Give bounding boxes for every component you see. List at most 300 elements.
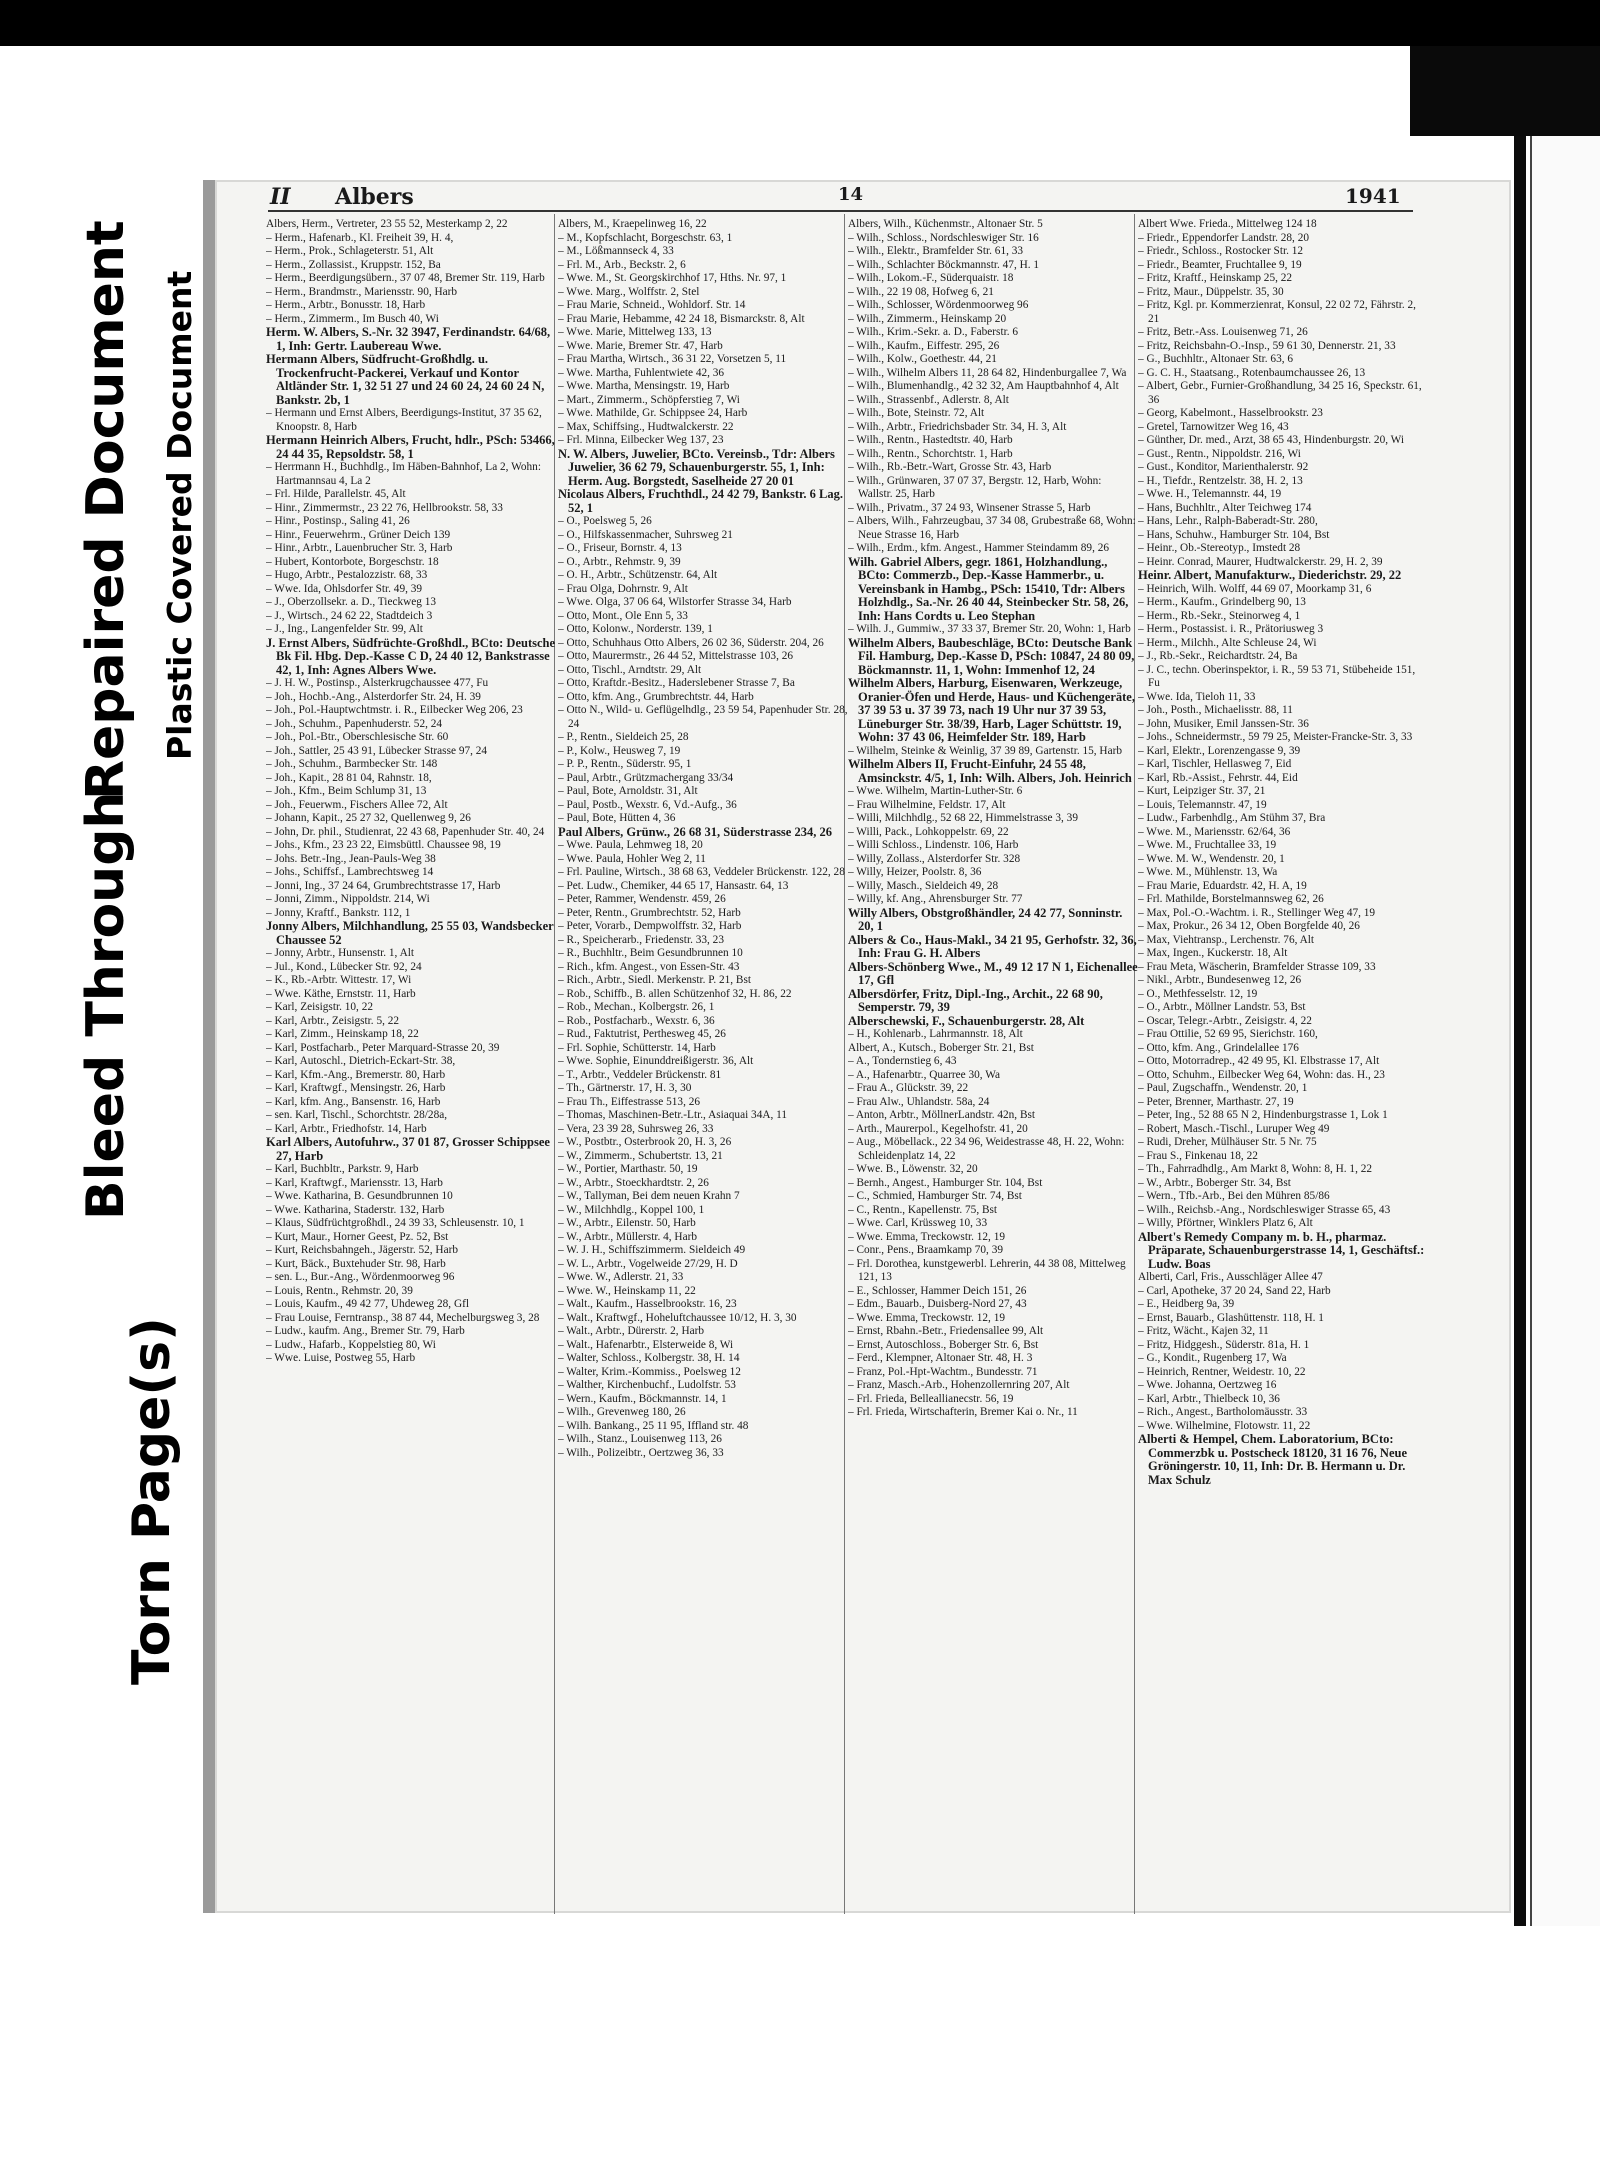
directory-entry: – Joh., Pol.-Btr., Oberschlesische Str. 60 [266, 731, 449, 743]
directory-entry: – Wwe. M., St. Georgskirchhof 17, Hths. Nr. 97, 1 [558, 272, 787, 284]
directory-entry: – Jonny, Kraftf., Bankstr. 112, 1 [266, 906, 411, 919]
directory-entry: – Herrmann H., Buchhdlg., Im Häben-Bahnhof, La 2, Wohn: Hartmannsau 4, La 2 [266, 461, 541, 487]
directory-entry: – M., Kopfschlacht, Borgeschstr. 63, 1 [558, 231, 733, 244]
directory-entry: – Frau Marie, Schneid., Wohldorf. Str. 14 [558, 299, 746, 311]
directory-entry: – R., Buchhltr., Beim Gesundbrunnen 10 [558, 947, 743, 959]
directory-entry: – Otto, Motorradrep., 42 49 95, Kl. Elbstrasse 17, Alt [1138, 1055, 1380, 1067]
directory-entry: – Frau S., Finkenau 18, 22 [1138, 1149, 1258, 1162]
directory-entry: – J., Oberzollsekr. a. D., Tieckweg 13 [266, 596, 437, 608]
directory-entry: Wilhelm Albers, Baubeschläge, BCto: Deutsche Bank Fil. Hamburg, Dep.-Kasse D, PSch: 10847, 24 80 09, Böckmannstr. 11, 1, Wohn: Immenhof 12, 24 [848, 635, 1135, 677]
directory-entry: – Louis, Rentn., Rehmstr. 20, 39 [266, 1284, 413, 1297]
directory-entry: – Ernst, Bauarb., Glashüttenstr. 118, H. 1 [1138, 1311, 1324, 1324]
directory-entry: – Joh., Schuhm., Papenhuderstr. 52, 24 [266, 717, 443, 730]
page-header [270, 184, 1405, 208]
directory-entry: – K., Rb.-Arbtr. Wittestr. 17, Wi [266, 974, 412, 986]
directory-entry: – Willi Schloss., Lindenstr. 106, Harb [848, 839, 1019, 851]
directory-entry: – Wwe. H., Telemannstr. 44, 19 [1138, 488, 1282, 500]
directory-entry: – Karl, Arbtr., Friedhofstr. 14, Harb [266, 1122, 427, 1135]
directory-entry: – Joh., Sattler, 25 43 91, Lübecker Strasse 97, 24 [266, 744, 488, 757]
directory-entry: – Wwe. M., Mariensstr. 62/64, 36 [1138, 825, 1291, 838]
directory-entry: – Wwe. Emma, Treckowstr. 12, 19 [848, 1311, 1005, 1324]
directory-entry: – Herm., Postassist. i. R., Prätoriusweg 3 [1138, 623, 1324, 635]
directory-entry: – Gust., Rentn., Nippoldstr. 216, Wi [1138, 447, 1301, 460]
directory-entry: – C., Rentn., Kapellenstr. 75, Bst [848, 1203, 998, 1216]
directory-entry: – Frau Olga, Dohrnstr. 9, Alt [558, 582, 688, 595]
directory-entry: Albersdörfer, Fritz, Dipl.-Ing., Archit., 22 68 90, Semperstr. 79, 39 [848, 986, 1103, 1014]
directory-entry: – O., Hilfskassenmacher, Suhrsweg 21 [558, 528, 733, 541]
directory-entry: – Wwe. Martha, Mensingstr. 19, Harb [558, 380, 730, 392]
directory-entry: – Wilh., Arbtr., Friedrichsbader Str. 34, H. 3, Alt [848, 420, 1067, 433]
directory-entry: – W., Arbtr., Müllerstr. 4, Harb [558, 1230, 698, 1243]
directory-entry: – Ludw., Farbenhdlg., Am Stühm 37, Bra [1138, 812, 1326, 824]
directory-entry: – J., Wirtsch., 24 62 22, Stadtdeich 3 [266, 609, 433, 622]
directory-entry: Albers, M., Kraepelinweg 16, 22 [558, 218, 707, 230]
directory-entry: – Wilh., Kaufm., Eiffestr. 295, 26 [848, 339, 1000, 352]
directory-entry: Wilhelm Albers II, Frucht-Einfuhr, 24 55 48, Amsinckstr. 4/5, 1, Inh: Wilh. Albers, Joh. Heinrich [848, 757, 1132, 785]
directory-entry: – Frl. Hilde, Parallelstr. 45, Alt [266, 488, 406, 500]
directory-entry: – Fritz, Wächt., Kajen 32, 11 [1138, 1325, 1269, 1337]
directory-entry: – Joh., Posth., Michaelisstr. 88, 11 [1138, 704, 1293, 716]
directory-entry: – Wilh. Bankang., 25 11 95, Iffland str. 48 [558, 1419, 749, 1432]
directory-entry: – Fritz, Betr.-Ass. Louisenweg 71, 26 [1138, 326, 1308, 338]
directory-entry: – Otto, kfm. Ang., Grumbrechtstr. 44, Harb [558, 690, 754, 703]
directory-entry: – Wilh., Schloss., Nordschleswiger Str. 16 [848, 231, 1039, 244]
page-marker: II [270, 184, 291, 210]
directory-entry: – Frl. M., Arb., Beckstr. 2, 6 [558, 258, 686, 271]
directory-entry: – P., Kolw., Heusweg 7, 19 [558, 744, 681, 757]
directory-entry: – Willy, Pförtner, Winklers Platz 6, Alt [1138, 1217, 1313, 1229]
directory-entry: – Herm., Prok., Schlageterstr. 51, Alt [266, 245, 434, 257]
directory-entry: – Wilh., Elektr., Bramfelder Str. 61, 33 [848, 245, 1024, 257]
directory-entry: – Wilh., Grünwaren, 37 07 37, Bergstr. 12, Harb, Wohn: Wallstr. 25, Harb [848, 474, 1102, 500]
directory-entry: – Walt., Kraftwgf., Hoheluftchaussee 10/12, H. 3, 30 [558, 1311, 797, 1324]
scan-border-right [1514, 136, 1526, 1926]
directory-entry: – Herm., Hafenarb., Kl. Freiheit 39, H. 4, [266, 231, 454, 244]
directory-entry: – Otto, Kolonw., Norderstr. 139, 1 [558, 623, 713, 635]
bleed-through-label: Bleed Through [76, 791, 136, 1220]
directory-entry: – Walther, Kirchenbuchf., Ludolfstr. 53 [558, 1379, 736, 1391]
directory-entry: – sen. L., Bur.-Ang., Wördenmoorweg 96 [266, 1271, 455, 1283]
header-year: 1941 [1345, 184, 1401, 208]
directory-entry: – Herm., Kaufm., Grindelberg 90, 13 [1138, 596, 1306, 608]
directory-entry: – Wwe. Marie, Mittelweg 133, 13 [558, 326, 712, 338]
directory-entry: – Heinrich, Wilh. Wolff, 44 69 07, Moorkamp 31, 6 [1138, 582, 1372, 595]
directory-entry: – Jonni, Zimm., Nippoldstr. 214, Wi [266, 893, 430, 905]
directory-entry: – Vera, 23 39 28, Suhrsweg 26, 33 [558, 1122, 714, 1135]
directory-entry: – Wilh., Wilhelm Albers 11, 28 64 82, Hindenburgallee 7, Wa [848, 366, 1127, 379]
directory-entry: – Wilh., Lokom.-F., Süderquaistr. 18 [848, 272, 1014, 284]
directory-entry: – Louis, Telemannstr. 47, 19 [1138, 798, 1267, 811]
directory-entry: – Willy, Heizer, Poolstr. 8, 36 [848, 866, 982, 878]
directory-entry: – Frau Marie, Hebamme, 42 24 18, Bismarckstr. 8, Alt [558, 312, 805, 325]
directory-entry: – Wilh., Zimmerm., Heinskamp 20 [848, 312, 1007, 325]
directory-entry: – Karl, Autoschl., Dietrich-Eckart-Str. 38, [266, 1055, 456, 1067]
directory-entry: – Wwe. Käthe, Ernststr. 11, Harb [266, 987, 416, 1000]
directory-entry: – Wwe. Luise, Postweg 55, Harb [266, 1352, 416, 1364]
directory-entry: – Wilh., Bote, Steinstr. 72, Alt [848, 407, 985, 419]
directory-entry: – Karl, Kraftwgf., Mensingstr. 26, Harb [266, 1082, 446, 1094]
directory-entry: – Oscar, Telegr.-Arbtr., Zeisigstr. 4, 22 [1138, 1014, 1312, 1027]
directory-entry: – Wilh., 22 19 08, Hofweg 6, 21 [848, 285, 994, 298]
directory-entry: – Kurt, Reichsbahngeh., Jägerstr. 52, Harb [266, 1244, 459, 1256]
directory-entry: – Hans, Schuhw., Hamburger Str. 104, Bst [1138, 528, 1330, 541]
directory-entry: – A., Hafenarbtr., Quarree 30, Wa [848, 1068, 1000, 1081]
directory-entry: – Wwe. Marg., Wolffstr. 2, Stel [558, 285, 700, 298]
directory-entry: – Wilh., Blumenhandlg., 42 32 32, Am Hauptbahnhof 4, Alt [848, 380, 1119, 392]
directory-entry: Herm. W. Albers, S.-Nr. 32 3947, Ferdinandstr. 64/68, 1, Inh: Gertr. Laubereau Wwe. [266, 325, 551, 353]
directory-entry: – Karl, kfm. Ang., Bansenstr. 16, Harb [266, 1095, 441, 1108]
directory-entry: – John, Dr. phil., Studienrat, 22 43 68, Papenhuder Str. 40, 24 [266, 825, 545, 838]
directory-entry: – Joh., Feuerwm., Fischers Allee 72, Alt [266, 798, 448, 811]
directory-entry: – Wwe. Katharina, B. Gesundbrunnen 10 [266, 1190, 453, 1202]
directory-entry: – Ludw., kaufm. Ang., Bremer Str. 79, Harb [266, 1325, 465, 1337]
directory-entry: – Johs. Betr.-Ing., Jean-Pauls-Weg 38 [266, 852, 436, 865]
directory-entry: – Hinr., Postinsp., Saling 41, 26 [266, 515, 410, 527]
directory-entry: – Pet. Ludw., Chemiker, 44 65 17, Hansastr. 64, 13 [558, 879, 789, 892]
directory-entry: – R., Speicherarb., Friedenstr. 33, 23 [558, 933, 724, 946]
directory-entry: – Wwe. Johanna, Oertzweg 16 [1138, 1379, 1277, 1391]
directory-entry: – Frau Ottilie, 52 69 95, Sierichstr. 160, [1138, 1028, 1318, 1040]
directory-entry: – Karl, Tischler, Hellasweg 7, Eid [1138, 758, 1292, 770]
directory-entry: – H., Kohlenarb., Lahrmannstr. 18, Alt [848, 1028, 1023, 1040]
directory-entry: – Edm., Bauarb., Duisberg-Nord 27, 43 [848, 1298, 1027, 1310]
directory-entry: – Nikl., Arbtr., Bundesenweg 12, 26 [1138, 974, 1302, 986]
directory-entry: – Johann, Kapit., 25 27 32, Quellenweg 9, 26 [266, 812, 471, 824]
directory-entry: – Wwe. Ida, Ohlsdorfer Str. 49, 39 [266, 582, 423, 595]
directory-entry: – Jul., Kond., Lübecker Str. 92, 24 [266, 960, 422, 973]
directory-entry: – Wwe. B., Löwenstr. 32, 20 [848, 1163, 978, 1175]
directory-entry: – W., Arbtr., Stoeckhardtstr. 2, 26 [558, 1176, 709, 1189]
directory-entry: N. W. Albers, Juwelier, BCto. Vereinsb., Tdr: Albers Juwelier, 36 62 79, Schauenburgerstr. 55, 1, Inh: Herm. Aug. Borgstedt, Saselheide 27 20 01 [558, 446, 835, 488]
directory-entry: – Walt., Kaufm., Hasselbrookstr. 16, 23 [558, 1298, 737, 1310]
directory-entry: – Max, Schiffsing., Hudtwalckerstr. 22 [558, 420, 734, 433]
directory-entry: Nicolaus Albers, Fruchthdl., 24 42 79, Bankstr. 6 Lag. 52, 1 [558, 487, 843, 515]
directory-entry: – Frau A., Glückstr. 39, 22 [848, 1082, 969, 1094]
directory-entry: – Wilh., Erdm., kfm. Angest., Hammer Steindamm 89, 26 [848, 542, 1110, 554]
directory-entry: – Otto, kfm. Ang., Grindelallee 176 [1138, 1041, 1299, 1054]
directory-entry: – Willi, Milchhdlg., 52 68 22, Himmelstrasse 3, 39 [848, 812, 1078, 824]
directory-entry: – G., Buchhltr., Altonaer Str. 63, 6 [1138, 353, 1294, 365]
directory-entry: – Willy, kf. Ang., Ahrensburger Str. 77 [848, 893, 1023, 905]
directory-entry: – Herm., Rb.-Sekr., Steinorweg 4, 1 [1138, 609, 1301, 622]
directory-entry: – Klaus, Südfrüchtgroßhdl., 24 39 33, Schleusenstr. 10, 1 [266, 1217, 525, 1229]
directory-entry: – Jonni, Ing., 37 24 64, Grumbrechtstrasse 17, Harb [266, 879, 501, 892]
directory-entry: Heinr. Albert, Manufakturw., Diederichstr. 29, 22 [1138, 568, 1402, 582]
directory-entry: – Frl. Sophie, Schütterstr. 14, Harb [558, 1041, 716, 1054]
directory-entry: – J., Ing., Langenfelder Str. 99, Alt [266, 623, 423, 635]
directory-entry: – T., Arbtr., Veddeler Brückenstr. 81 [558, 1068, 722, 1081]
directory-entry: – Max, Viehtransp., Lerchenstr. 76, Alt [1138, 933, 1315, 946]
directory-entry: – Johs., Schiffsf., Lambrechtsweg 14 [266, 866, 434, 878]
directory-entry: – Paul, Arbtr., Grützmachergang 33/34 [558, 771, 734, 784]
directory-entry: – Max, Prokur., 26 34 12, Oben Borgfelde 40, 26 [1138, 920, 1360, 932]
directory-entry: – Frl. Mathilde, Borstelmannsweg 62, 26 [1138, 893, 1324, 905]
directory-entry: – Rich., Angest., Bartholomäusstr. 33 [1138, 1406, 1308, 1418]
directory-entry: – Wwe. Martha, Fuhlentwiete 42, 36 [558, 366, 725, 379]
directory-entry: – O. H., Arbtr., Schützenstr. 64, Alt [558, 569, 718, 581]
directory-entry: – Paul, Postb., Wexstr. 6, Vd.-Aufg., 36 [558, 798, 737, 811]
directory-entry: – Walter, Krim.-Kommiss., Poelsweg 12 [558, 1365, 741, 1378]
directory-entry: – Karl, Rb.-Assist., Fehrstr. 44, Eid [1138, 771, 1298, 784]
directory-entry: – Kurt, Bäck., Buxtehuder Str. 98, Harb [266, 1257, 446, 1270]
directory-entry: – Ernst, Autoschloss., Boberger Str. 6, Bst [848, 1338, 1039, 1351]
directory-entry: – W., Zimmerm., Schubertstr. 13, 21 [558, 1149, 723, 1162]
directory-entry: – C., Schmied, Hamburger Str. 74, Bst [848, 1190, 1022, 1202]
directory-entry: – John, Musiker, Emil Janssen-Str. 36 [1138, 717, 1309, 730]
directory-entry: – Gust., Konditor, Marienthalerstr. 92 [1138, 461, 1309, 473]
header-rule [268, 210, 1413, 212]
directory-entry: – O., Arbtr., Rehmstr. 9, 39 [558, 555, 681, 568]
directory-entry: – Peter, Rentn., Grumbrechtstr. 52, Harb [558, 906, 741, 919]
directory-entry: – Wilh., Grevenweg 180, 26 [558, 1406, 686, 1418]
directory-entry: – Paul, Bote, Hütten 4, 36 [558, 812, 676, 824]
directory-entry: – Karl, Arbtr., Zeisigstr. 5, 22 [266, 1014, 400, 1027]
directory-entry: – A., Tondernstieg 6, 43 [848, 1055, 957, 1067]
directory-entry: – W., Arbtr., Eilenstr. 50, Harb [558, 1217, 696, 1229]
directory-entry: – Wern., Kaufm., Böckmannstr. 14, 1 [558, 1392, 727, 1405]
directory-entry: – Wwe. W., Heinskamp 11, 22 [558, 1284, 696, 1297]
directory-entry: – O., Friseur, Bornstr. 4, 13 [558, 542, 682, 554]
directory-entry: – J. H. W., Postinsp., Alsterkrugchaussee 477, Fu [266, 677, 489, 689]
directory-entry: – Conr., Pens., Braamkamp 70, 39 [848, 1244, 1004, 1256]
directory-entry: – Joh., Pol.-Hauptwchtmstr. i. R., Eilbecker Weg 206, 23 [266, 704, 523, 716]
directory-column-2 [558, 218, 848, 1908]
directory-entry: – Otto, Kraftdr.-Besitz., Haderslebener Strasse 7, Ba [558, 677, 795, 689]
directory-entry: – Walt., Arbtr., Dürerstr. 2, Harb [558, 1325, 705, 1337]
directory-entry: – Wilh., Kolw., Goethestr. 44, 21 [848, 353, 997, 365]
directory-entry: Albert's Remedy Company m. b. H., pharmaz. Präparate, Schauenburgerstrasse 14, 1, Geschäftsf.: Ludw. Boas [1138, 1229, 1425, 1271]
page-spine-shadow [203, 180, 215, 1913]
directory-entry: – Wwe. M., Mühlenstr. 13, Wa [1138, 866, 1278, 878]
directory-entry: – Wilh., Privatm., 37 24 93, Winsener Strasse 5, Harb [848, 501, 1091, 514]
directory-entry: – Wwe. Katharina, Staderstr. 132, Harb [266, 1203, 445, 1216]
directory-entry: – Frau Th., Eiffestrasse 513, 26 [558, 1095, 701, 1108]
next-page-edge [1530, 136, 1600, 1926]
directory-entry: – O., Methfesselstr. 12, 19 [1138, 987, 1258, 1000]
directory-entry: – Wilh., Polizeibtr., Oertzweg 36, 33 [558, 1446, 724, 1459]
directory-column-3 [848, 218, 1138, 1908]
directory-entry: – Frau Alw., Uhlandstr. 58a, 24 [848, 1095, 990, 1108]
directory-entry: – Fritz, Hidggesh., Süderstr. 81a, H. 1 [1138, 1338, 1310, 1351]
directory-entry: – Otto N., Wild- u. Geflügelhdlg., 23 59 54, Papenhuder Str. 28, 24 [558, 704, 848, 730]
directory-entry: – Wwe. Ida, Tieloh 11, 33 [1138, 690, 1256, 703]
directory-entry: Jonny Albers, Milchhandlung, 25 55 03, Wandsbecker Chaussee 52 [266, 919, 554, 947]
directory-entry: – Walter, Schloss., Kolbergstr. 38, H. 14 [558, 1352, 740, 1364]
directory-entry: – Karl, Buchbltr., Parkstr. 9, Harb [266, 1163, 419, 1175]
directory-entry: – Otto, Schuhm., Eilbecker Weg 64, Wohn: das. H., 23 [1138, 1068, 1385, 1081]
directory-entry: Albers & Co., Haus-Makl., 34 21 95, Gerhofstr. 32, 36, Inh: Frau G. H. Albers [848, 932, 1137, 960]
directory-entry: – Thomas, Maschinen-Betr.-Ltr., Asiaquai 34A, 11 [558, 1109, 788, 1121]
directory-entry: – Karl, Kfm.-Ang., Bremerstr. 80, Harb [266, 1068, 446, 1081]
directory-entry: – Wilh., Rentn., Schorchtstr. 1, Harb [848, 447, 1013, 460]
directory-entry: – Anton, Arbtr., MöllnerLandstr. 42n, Bst [848, 1109, 1036, 1121]
directory-entry: – Heinr. Conrad, Maurer, Hudtwalckerstr. 29, H. 2, 39 [1138, 555, 1383, 568]
directory-entry: – J. C., techn. Oberinspektor, i. R., 59 53 71, Stübeheide 151, Fu [1138, 663, 1416, 689]
directory-entry: – Heinr., Ob.-Stereotyp., Imstedt 28 [1138, 542, 1301, 554]
directory-entry: – Th., Fahrradhdlg., Am Markt 8, Wohn: 8, H. 1, 22 [1138, 1163, 1373, 1175]
directory-entry: – Herm., Zimmerm., Im Busch 40, Wi [266, 312, 439, 325]
directory-entry: – Fritz, Maur., Düppelstr. 35, 30 [1138, 285, 1284, 298]
directory-entry: – Karl, Elektr., Lorenzengasse 9, 39 [1138, 744, 1301, 757]
directory-entry: – Ernst, Rbahn.-Betr., Friedensallee 99, Alt [848, 1325, 1044, 1337]
plastic-covered-label: Plastic Covered Document [160, 270, 199, 760]
directory-entry: – Karl, Zimm., Heinskamp 18, 22 [266, 1028, 419, 1040]
directory-entry: – O., Poelsweg 5, 26 [558, 515, 652, 527]
directory-entry: – Wwe. Paula, Lehmweg 18, 20 [558, 839, 703, 851]
directory-entry: – Frau Louise, Ferntransp., 38 87 44, Mechelburgsweg 3, 28 [266, 1311, 540, 1324]
directory-entry: – W., Portier, Marthastr. 50, 19 [558, 1163, 698, 1175]
directory-entry: – Wwe. Wilhelm, Martin-Luther-Str. 6 [848, 785, 1023, 797]
directory-entry: – Rob., Schiffb., B. allen Schützenhof 32, H. 86, 22 [558, 987, 792, 1000]
directory-entry: – W., Milchhdlg., Koppel 100, 1 [558, 1203, 705, 1216]
directory-entry: Hermann Albers, Südfrucht-Großhdlg. u. Trockenfrucht-Packerei, Verkauf und Kontor Altländer Str. 1, 32 51 27 und 24 60 24, 24 60 24 N, Bankstr. 2b, 1 [266, 352, 545, 407]
directory-entry: Alberti & Hempel, Chem. Laboratorium, BCto: Commerzbk u. Postscheck 18120, 31 16 76, Neue Gröningerstr. 10, 11, Inh: Dr. B. Hermann u. Dr. Max Schulz [1138, 1432, 1408, 1487]
directory-entry: – Friedr., Beamter, Fruchtallee 9, 19 [1138, 258, 1302, 271]
scan-border-corner [1410, 46, 1600, 136]
directory-entry: – Wwe. Carl, Krüssweg 10, 33 [848, 1217, 988, 1229]
directory-entry: – P., Rentn., Sieldeich 25, 28 [558, 731, 689, 743]
directory-entry: – Willi, Pack., Lohkoppelstr. 69, 22 [848, 825, 1009, 838]
directory-entry: – Otto, Mont., Ole Enn 5, 33 [558, 609, 688, 622]
directory-entry: – Peter, Rammer, Wendenstr. 459, 26 [558, 893, 726, 905]
directory-entry: Wilh. Gabriel Albers, gegr. 1861, Holzhandlung., BCto: Commerzb., Dep.-Kasse Hammerbr., u. Vereinsbank in Hambg., PSch: 15410, Tdr: Albers Holzhdlg., Sa.-Nr. 26 40 44, Steinbecker Str. 58, 26, Inh: Hans Cordts u. Leo Stephan [848, 554, 1129, 623]
directory-entry: J. Ernst Albers, Südfrüchte-Großhdl., BCto: Deutsche Bk Fil. Hbg. Dep.-Kasse C D, 24 40 12, Bankstrasse 42, 1, Inh: Agnes Albers Wwe. [266, 635, 556, 677]
directory-entry: Alberschewski, F., Schauenburgerstr. 28, Alt [848, 1013, 1085, 1028]
directory-entry: – Karl, Zeisigstr. 10, 22 [266, 1001, 373, 1013]
directory-entry: – Hinr., Arbtr., Lauenbrucher Str. 3, Harb [266, 542, 453, 554]
repaired-document-label: Repaired Document [76, 220, 136, 800]
directory-entry: – Herm., Zollassist., Kruppstr. 152, Ba [266, 258, 441, 271]
directory-entry: Albert Wwe. Frieda., Mittelweg 124 18 [1138, 218, 1317, 230]
directory-entry: – sen. Karl, Tischl., Schorchtstr. 28/28a, [266, 1109, 448, 1121]
directory-entry: – Joh., Kapit., 28 81 04, Rahnstr. 18, [266, 771, 432, 784]
directory-entry: – Max, Ingen., Kuckerstr. 18, Alt [1138, 947, 1288, 959]
directory-entry: – E., Heidberg 9a, 39 [1138, 1298, 1235, 1310]
directory-entry: – Fritz, Kgl. pr. Kommerzienrat, Konsul, 22 02 72, Fährstr. 2, 21 [1138, 299, 1416, 325]
directory-entry: – Herm., Milchh., Alte Schleuse 24, Wi [1138, 636, 1317, 649]
directory-entry: – Johs., Schneidermstr., 59 79 25, Meister-Francke-Str. 3, 33 [1138, 731, 1413, 743]
directory-entry: – Joh., Kfm., Beim Schlump 31, 13 [266, 785, 427, 797]
directory-entry: – Franz, Masch.-Arb., Hohenzollernring 207, Alt [848, 1379, 1070, 1391]
directory-entry: – Wwe. Olga, 37 06 64, Wilstorfer Strasse 34, Harb [558, 596, 792, 608]
directory-entry: – Wilh. J., Gummiw., 37 33 37, Bremer Str. 20, Wohn: 1, Harb [848, 623, 1131, 635]
directory-entry: – Peter, Ing., 52 88 65 N 2, Hindenburgstrasse 1, Lok 1 [1138, 1109, 1388, 1121]
directory-entry: – Günther, Dr. med., Arzt, 38 65 43, Hindenburgstr. 20, Wi [1138, 434, 1405, 446]
directory-entry: Albers, Wilh., Küchenmstr., Altonaer Str. 5 [848, 218, 1043, 230]
directory-entry: – Louis, Kaufm., 49 42 77, Uhdeweg 28, Gfl [266, 1298, 470, 1310]
directory-entry: – Heinrich, Rentner, Weidestr. 10, 22 [1138, 1365, 1306, 1378]
directory-entry: – Wwe. W., Adlerstr. 21, 33 [558, 1271, 684, 1283]
directory-entry: – Aug., Möbellack., 22 34 96, Weidestrasse 48, H. 22, Wohn: Schleidenplatz 14, 22 [848, 1136, 1125, 1162]
directory-entry: – Ferd., Klempner, Altonaer Str. 48, H. 3 [848, 1352, 1033, 1364]
directory-entry: – Jonny, Arbtr., Hunsenstr. 1, Alt [266, 947, 415, 959]
directory-entry: – W. L., Arbtr., Vogelweide 27/29, H. D [558, 1257, 738, 1270]
directory-entry: – Joh., Hochb.-Ang., Alsterdorfer Str. 24, H. 39 [266, 690, 481, 703]
directory-entry: Hermann Heinrich Albers, Frucht, hdlr., PSch: 53466, 24 44 35, Repsoldstr. 58, 1 [266, 433, 555, 461]
directory-entry: – Frl. Dorothea, kunstgewerbl. Lehrerin, 44 38 08, Mittelweg 121, 13 [848, 1257, 1126, 1283]
directory-entry: – Frau Marie, Eduardstr. 42, H. A, 19 [1138, 879, 1307, 892]
directory-entry: – Friedr., Eppendorfer Landstr. 28, 20 [1138, 231, 1309, 244]
directory-entry: – Wwe. Wilhelmine, Flotowstr. 11, 22 [1138, 1419, 1311, 1432]
directory-entry: – Wwe. Emma, Treckowstr. 12, 19 [848, 1230, 1005, 1243]
directory-entry: – Wilhelm, Steinke & Weinlig, 37 39 89, Gartenstr. 15, Harb [848, 744, 1123, 757]
directory-entry: Karl Albers, Autofuhrw., 37 01 87, Grosser Schippsee 27, Harb [266, 1135, 550, 1163]
directory-entry: – Robert, Masch.-Tischl., Luruper Weg 49 [1138, 1122, 1330, 1135]
header-name: Albers [335, 184, 414, 210]
directory-entry: – Otto, Schuhhaus Otto Albers, 26 02 36, Süderstr. 204, 26 [558, 636, 824, 649]
directory-entry: – Mart., Zimmerm., Schöpferstieg 7, Wi [558, 393, 740, 406]
directory-entry: – Gretel, Tarnowitzer Weg 16, 43 [1138, 420, 1289, 433]
directory-entry: – Wern., Tfb.-Arb., Bei den Mühren 85/86 [1138, 1190, 1330, 1202]
directory-entry: – Frl. Frieda, Belleallianecstr. 56, 19 [848, 1392, 1014, 1405]
directory-entry: – Karl, Postfacharb., Peter Marquard-Strasse 20, 39 [266, 1041, 500, 1054]
directory-entry: – Albert, Gebr., Furnier-Großhandlung, 34 25 16, Speckstr. 61, 36 [1138, 380, 1422, 406]
directory-entry: – Rud., Faktutrist, Perthesweg 45, 26 [558, 1028, 726, 1040]
directory-entry: Willy Albers, Obstgroßhändler, 24 42 77, Sonninstr. 20, 1 [848, 905, 1123, 933]
directory-entry: – Wwe. Mathilde, Gr. Schippsee 24, Harb [558, 407, 748, 419]
directory-entry: – Hans, Buchhltr., Alter Teichweg 174 [1138, 501, 1312, 514]
directory-entry: – Frl. Pauline, Wirtsch., 38 68 63, Veddeler Brückenstr. 122, 28 [558, 866, 845, 878]
directory-column-1 [266, 218, 556, 1908]
directory-entry: – Fritz, Reichsbahn-O.-Insp., 59 61 30, Dennerstr. 21, 33 [1138, 339, 1396, 352]
directory-entry: – Johs., Kfm., 23 23 22, Eimsbüttl. Chaussee 98, 19 [266, 839, 501, 851]
directory-entry: – Herm., Beerdigungsübern., 37 07 48, Bremer Str. 119, Harb [266, 272, 545, 284]
directory-entry: Alberti, Carl, Fris., Ausschläger Allee 47 [1138, 1271, 1323, 1283]
directory-entry: – Rob., Postfacharb., Wexstr. 6, 36 [558, 1014, 715, 1027]
directory-entry: – M., Lößmannseck 4, 33 [558, 245, 674, 257]
directory-entry: – O., Arbtr., Möllner Landstr. 53, Bst [1138, 1001, 1306, 1013]
directory-entry: – Herm., Arbtr., Bonusstr. 18, Harb [266, 299, 426, 311]
directory-entry: – Hugo, Arbtr., Pestalozzistr. 68, 33 [266, 569, 428, 581]
directory-entry: – Frl. Frieda, Wirtschafterin, Bremer Kai o. Nr., 11 [848, 1406, 1078, 1418]
directory-entry: – G. C. H., Staatsang., Rotenbaumchaussee 26, 13 [1138, 366, 1366, 379]
directory-entry: – Arth., Maurerpol., Kegelhofstr. 41, 20 [848, 1122, 1028, 1135]
directory-entry: – H., Tiefdr., Rentzelstr. 38, H. 2, 13 [1138, 474, 1303, 487]
directory-entry: – Frau Martha, Wirtsch., 36 31 22, Vorsetzen 5, 11 [558, 353, 787, 365]
directory-entry: – Wwe. M., Fruchtallee 33, 19 [1138, 839, 1277, 851]
directory-entry: – Karl, Kraftwgf., Mariensstr. 13, Harb [266, 1176, 443, 1189]
directory-entry: – Ludw., Hafarb., Koppelstieg 80, Wi [266, 1338, 436, 1351]
directory-entry: – J., Rb.-Sekr., Reichardtstr. 24, Ba [1138, 650, 1298, 662]
directory-entry: – Walt., Hafenarbtr., Elsterweide 8, Wi [558, 1338, 734, 1351]
directory-entry: – Wilh., Stanz., Louisenweg 113, 26 [558, 1433, 722, 1445]
directory-entry: – Willy, Masch., Sieldeich 49, 28 [848, 879, 999, 892]
directory-entry: Albers, Herm., Vertreter, 23 55 52, Mesterkamp 2, 22 [266, 218, 508, 230]
directory-entry: – Frau Wilhelmine, Feldstr. 17, Alt [848, 798, 1006, 811]
directory-entry: – Franz, Pol.-Hpt-Wachtm., Bundesstr. 71 [848, 1365, 1038, 1378]
directory-entry: – E., Schlosser, Hammer Deich 151, 26 [848, 1284, 1027, 1297]
directory-entry: – Karl, Arbtr., Thielbeck 10, 36 [1138, 1392, 1280, 1405]
directory-entry: – G., Kondit., Rugenberg 17, Wa [1138, 1352, 1287, 1364]
directory-entry: – Peter, Brenner, Marthastr. 27, 19 [1138, 1095, 1294, 1108]
directory-entry: – Otto, Tischl., Arndtstr. 29, Alt [558, 663, 702, 676]
directory-entry: – W., Postbtr., Osterbrook 20, H. 3, 26 [558, 1136, 732, 1148]
directory-entry: – Wilh., Schlachter Böckmannstr. 47, H. 1 [848, 258, 1040, 271]
page-number: 14 [838, 184, 864, 205]
directory-entry: – Otto, Maurermstr., 26 44 52, Mittelstrasse 103, 26 [558, 650, 794, 662]
directory-entry: Wilhelm Albers, Harburg, Eisenwaren, Werkzeuge, Oranier-Öfen und Herde, Haus- und Küchengeräte, 37 39 53 u. 37 39 73, nach 19 Uhr nur 37 39 53, Lüneburger Str. 38/39, Harb, Lager Schüttstr. 19, Wohn: 37 43 06, Heimfelder Str. 189, Harb [848, 676, 1135, 744]
directory-entry: – Wwe. Marie, Bremer Str. 47, Harb [558, 339, 723, 352]
directory-entry: – Paul, Zugschaffn., Wendenstr. 20, 1 [1138, 1082, 1308, 1094]
directory-entry: Albers-Schönberg Wwe., M., 49 12 17 N 1, Eichenallee 17, Gfl [848, 959, 1138, 987]
directory-entry: – Willy, Zollass., Alsterdorfer Str. 328 [848, 852, 1021, 865]
directory-entry: Albert, A., Kutsch., Boberger Str. 21, Bst [848, 1041, 1034, 1054]
directory-entry: – W., Tallyman, Bei dem neuen Krahn 7 [558, 1190, 740, 1202]
directory-entry: – Max, Pol.-O.-Wachtm. i. R., Stellinger Weg 47, 19 [1138, 906, 1376, 919]
directory-entry: – Hinr., Feuerwehrm., Grüner Deich 139 [266, 528, 451, 541]
directory-entry: – Carl, Apotheke, 37 20 24, Sand 22, Harb [1138, 1284, 1331, 1297]
directory-entry: – Hinr., Zimmermstr., 23 22 76, Hellbrookstr. 58, 33 [266, 501, 503, 514]
